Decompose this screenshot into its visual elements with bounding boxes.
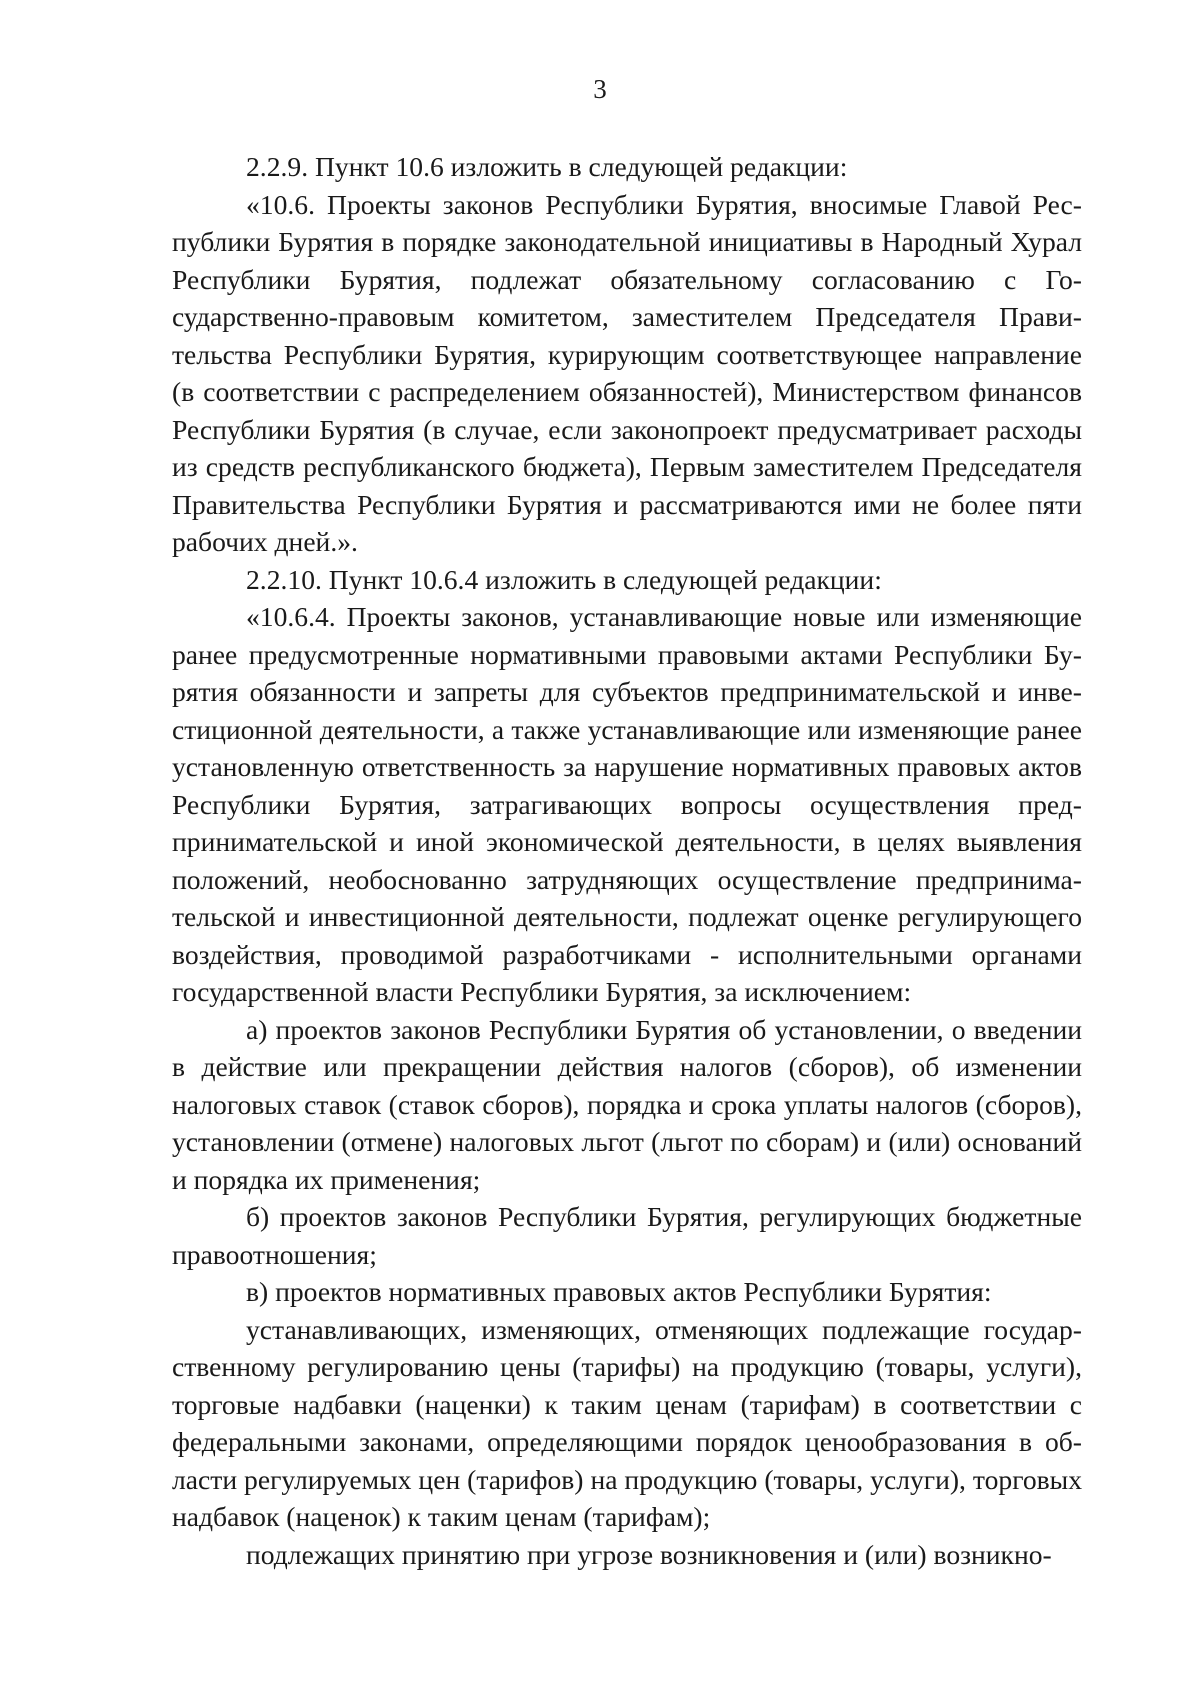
- paragraph-item-b: б) проектов законов Республики Бурятия, регулирующих бюджетные правоотношения;: [172, 1201, 1082, 1270]
- paragraph-10-6-text: «10.6. Проекты законов Республики Бурятия, вносимые Главой Республики Бурятия в порядке законодательной инициативы в Народный Хурал Республики Бурятия, подлежат обязательному согласованию с Государственно-правовым комитетом, заместителем Председателя Правительства Республики Бурятия, курирующим соответствующее направление (в соответствии с распределением обязанностей), Министерством финансов Республики Бурятия (в случае, если законопроект предусматривает расходы из средств республиканского бюджета), Первым заместителем Председателя Правительства Республики Бурятия и рассматриваются ими не более пяти рабочих дней.».: [172, 188, 1082, 557]
- document-body: [172, 148, 1082, 1573]
- paragraph-emergency-threat: подлежащих принятию при угрозе возникновения и (или) возникно-: [246, 1538, 1052, 1570]
- paragraph-item-v: в) проектов нормативных правовых актов Республики Бурятия:: [246, 1276, 992, 1307]
- paragraph-2-2-10-heading: 2.2.10. Пункт 10.6.4 изложить в следующей редакции:: [246, 563, 882, 595]
- paragraph-prices-tariffs: устанавливающих, изменяющих, отменяющих подлежащие государственному регулированию цены (тарифы) на продукцию (товары, услуги), торговые надбавки (наценки) к таким ценам (тарифам) в соответствии с федеральными законами, определяющими порядок ценообразования в области регулируемых цен (тарифов) на продукцию (товары, услуги), торговых надбавок (наценок) к таким ценам (тарифам);: [172, 1313, 1082, 1532]
- paragraph-item-a: а) проектов законов Республики Бурятия об установлении, о введении в действие или прекращении действия налогов (сборов), об изменении налоговых ставок (ставок сборов), порядка и срока уплаты налогов (сборов), установлении (отмене) налоговых льгот (льгот по сборам) и (или) оснований и порядка их применения;: [172, 1013, 1082, 1195]
- page-number: 3: [593, 74, 607, 104]
- paragraph-2-2-9-heading: 2.2.9. Пункт 10.6 изложить в следующей редакции:: [246, 151, 848, 182]
- paragraph-10-6-4-text: «10.6.4. Проекты законов, устанавливающие новые или изменяющие ранее предусмотренные нормативными правовыми актами Республики Бурятия обязанности и запреты для субъектов предпринимательской и инвестиционной деятельности, а также устанавливающие или изменяющие ранее установленную ответственность за нарушение нормативных правовых актов Республики Бурятия, затрагивающих вопросы осуществления предпринимательской и иной экономической деятельности, в целях выявления положений, необоснованно затрудняющих осуществление предпринимательской и инвестиционной деятельности, подлежат оценке регулирующего воздействия, проводимой разработчиками - исполнительными органами государственной власти Республики Бурятия, за исключением:: [172, 601, 1082, 1007]
